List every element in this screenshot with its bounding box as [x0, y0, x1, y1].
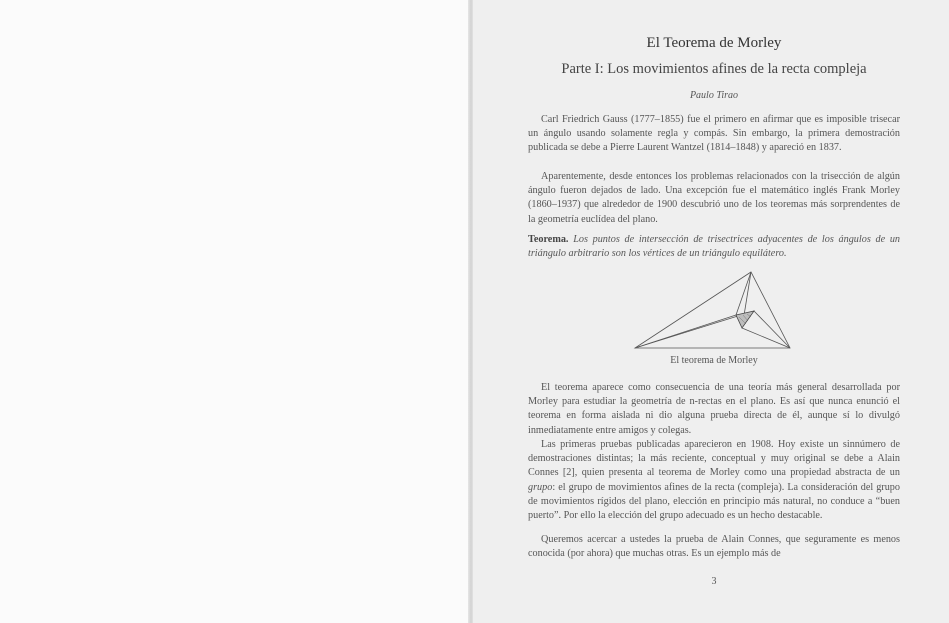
equilateral-triangle [736, 311, 754, 328]
trisector-line [754, 311, 790, 348]
trisector-line [635, 311, 754, 348]
theorem-text: Los puntos de intersección de trisectrices adyacentes de los ángulos de un triángulo arbitrario son los vértices de un triángulo equilátero. [528, 234, 901, 260]
paragraph-gauss: Carl Friedrich Gauss (1777–1855) fue el primero en afirmar que es imposible trisecar un ángulo usando solamente regla y compás. Sin embargo, la primera demostración publicada se debe a Pierre Laurent Wantzel (1814–1848) y apareció en 1837. [528, 114, 900, 154]
blank-left-page [0, 0, 470, 623]
article-title: El Teorema de Morley [646, 35, 782, 51]
paragraph-morley: Aparentemente, desde entonces los problemas relacionados con la trisección de algún ángulo fueron dejados de lado. Una excepción fue el matemático inglés Frank Morley (1860–1937) que alrededor de 1900 descubrió uno de los teoremas más sorprendentes de la geometría euclídea del plano. [528, 171, 900, 225]
theorem-label: Teorema. [528, 234, 569, 245]
theorem-statement [528, 233, 900, 261]
right-page [473, 0, 949, 623]
article-subtitle: Parte I: Los movimientos afines de la recta compleja [561, 61, 867, 77]
morley-triangle-figure [633, 270, 798, 355]
paragraph-theory: El teorema aparece como consecuencia de una teoría más general desarrollada por Morley para estudiar la geometría de n-rectas en el plano. Es así que nunca enunció el teorema en forma aislada ni dio alguna prueba directa de él, aunque sí lo divulgó inmediatamente entre amigos y colegas. [528, 382, 900, 436]
trisector-line [736, 272, 751, 315]
outer-triangle [635, 272, 790, 348]
page-number: 3 [711, 576, 717, 587]
author-name: Paulo Tirao [689, 90, 739, 101]
paragraph-proofs: Las primeras pruebas publicadas aparecieron en 1908. Hoy existe un sinnúmero de demostraciones distintas; la más reciente, conceptual y muy original se debe a Alain Connes [2], quien presenta al teorema de Morley como una propiedad abstracta de un grupo: el grupo de movimientos afines de la recta (compleja). La consideración del grupo de movimientos rígidos del plano, elección en principio más natural, no conduce a “buen puerto”. Por ello la elección del grupo adecuado es un hecho destacable. [528, 439, 900, 522]
trisector-line [742, 328, 790, 348]
paragraph-connes: Queremos acercar a ustedes la prueba de Alain Connes, que seguramente es menos conocida (por ahora) que muchas otras. Es un ejemplo más de [528, 534, 900, 560]
figure-caption: El teorema de Morley [670, 355, 758, 366]
